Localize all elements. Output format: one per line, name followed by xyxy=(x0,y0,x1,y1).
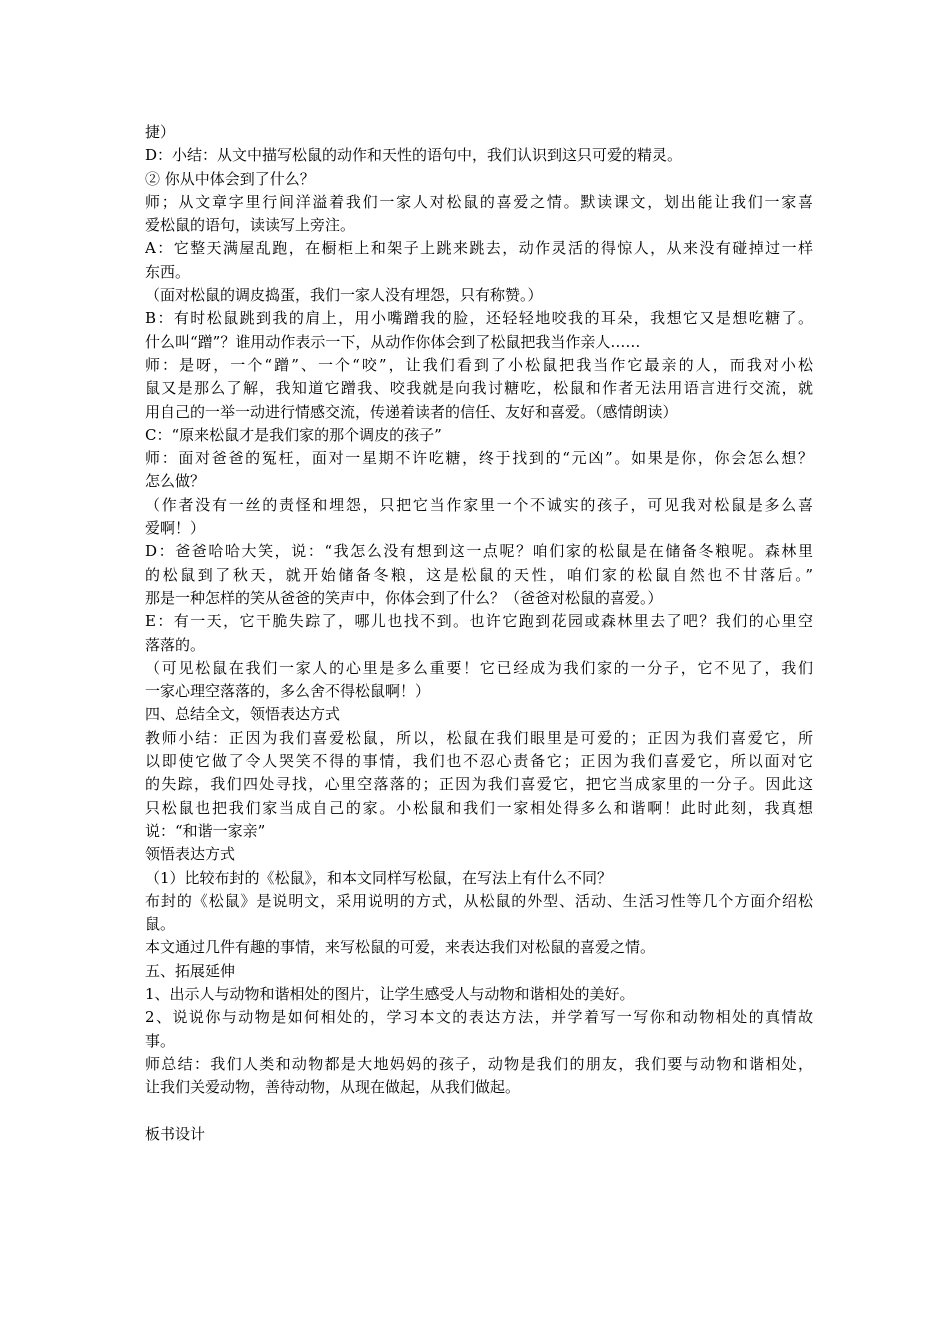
text-line: 鼠又是那么了解，我知道它蹭我、咬我就是向我讨糖吃，松鼠和作者无法用语言进行交流，就 xyxy=(145,379,813,398)
text-line: 爱松鼠的语句，读读写上旁注。 xyxy=(145,216,356,235)
text-line: 爱啊！） xyxy=(145,519,206,538)
board-design-heading: 板书设计 xyxy=(145,1125,206,1144)
text-line: （面对松鼠的调皮捣蛋，我们一家人没有埋怨，只有称赞。） xyxy=(145,286,543,305)
text-line: 本文通过几件有趣的事情，来写松鼠的可爱，来表达我们对松鼠的喜爱之情。 xyxy=(145,938,656,957)
text-line: 教师小结：正因为我们喜爱松鼠，所以，松鼠在我们眼里是可爱的；正因为我们喜爱它，所 xyxy=(145,728,813,747)
text-line: D：小结：从文中描写松鼠的动作和天性的语句中，我们认识到这只可爱的精灵。 xyxy=(145,146,683,165)
text-line: E：有一天，它干脆失踪了，哪儿也找不到。也许它跑到花园或森林里去了吧？我们的心里空 xyxy=(145,612,813,631)
text-line: A：它整天满屋乱跑，在橱柜上和架子上跳来跳去，动作灵活的得惊人，从来没有碰掉过一样 xyxy=(145,239,813,258)
text-line: B：有时松鼠跳到我的肩上，用小嘴蹭我的脸，还轻轻地咬我的耳朵，我想它又是想吃糖了。 xyxy=(145,309,813,328)
text-line: ② 你从中体会到了什么？ xyxy=(145,169,315,188)
text-line: 2、说说你与动物是如何相处的，学习本文的表达方法，并学着写一写你和动物相处的真情故 xyxy=(145,1008,813,1027)
document-body xyxy=(145,121,813,1099)
text-line: 什么叫“蹭”？谁用动作表示一下，从动作你体会到了松鼠把我当作亲人…… xyxy=(145,332,641,351)
text-line: 五、拓展延伸 xyxy=(145,961,236,980)
text-line: 那是一种怎样的笑从爸爸的笑声中，你体会到了什么？（爸爸对松鼠的喜爱。） xyxy=(145,588,663,607)
paragraph-gap xyxy=(145,1099,813,1123)
text-line: 领悟表达方式 xyxy=(145,845,236,864)
text-line: （1）比较布封的《松鼠》，和本文同样写松鼠，在写法上有什么不同？ xyxy=(145,868,613,887)
text-line: 1、出示人与动物和谐相处的图片，让学生感受人与动物和谐相处的美好。 xyxy=(145,984,635,1003)
text-line: 让我们关爱动物，善待动物，从现在做起，从我们做起。 xyxy=(145,1078,521,1097)
text-line: 师总结：我们人类和动物都是大地妈妈的孩子，动物是我们的朋友，我们要与动物和谐相处， xyxy=(145,1054,813,1073)
text-line: 怎么做？ xyxy=(145,472,206,491)
text-line: （可见松鼠在我们一家人的心里是多么重要！它已经成为我们家的一分子，它不见了，我们 xyxy=(145,658,813,677)
text-line: （作者没有一丝的责怪和埋怨，只把它当作家里一个不诚实的孩子，可见我对松鼠是多么喜 xyxy=(145,495,813,514)
text-line: 只松鼠也把我们家当成自己的家。小松鼠和我们一家相处得多么和谐啊！此时此刻，我真想 xyxy=(145,798,813,817)
text-line: 鼠。 xyxy=(145,915,176,934)
text-line: 四、总结全文，领悟表达方式 xyxy=(145,705,341,724)
text-line: 师：是呀，一个“蹭”、一个“咬”，让我们看到了小松鼠把我当作它最亲的人，而我对小松 xyxy=(145,355,813,374)
text-line: 的松鼠到了秋天，就开始储备冬粮，这是松鼠的天性，咱们家的松鼠自然也不甘落后。” xyxy=(145,565,813,584)
text-line: D：爸爸哈哈大笑，说：“我怎么没有想到这一点呢？咱们家的松鼠是在储备冬粮呢。森林里 xyxy=(145,542,813,561)
text-line: 说：“和谐一家亲” xyxy=(145,821,266,840)
text-line: 用自己的一举一动进行情感交流，传递着读者的信任、友好和喜爱。（感情朗读） xyxy=(145,402,678,421)
text-line: 一家心理空落落的，多么舍不得松鼠啊！） xyxy=(145,682,431,701)
text-line: 布封的《松鼠》是说明文，采用说明的方式，从松鼠的外型、活动、生活习性等几个方面介绍松 xyxy=(145,891,813,910)
text-line: 捷） xyxy=(145,123,176,141)
text-line: C：“原来松鼠才是我们家的那个调皮的孩子” xyxy=(145,425,442,444)
text-line: 以即使它做了令人哭笑不得的事情，我们也不忍心责备它；正因为我们喜爱它，所以面对它 xyxy=(145,752,813,771)
document-page xyxy=(145,121,813,1147)
text-line: 事。 xyxy=(145,1031,176,1050)
text-line: 的失踪，我们四处寻找，心里空落落的；正因为我们喜爱它，把它当成家里的一分子。因此这 xyxy=(145,775,813,794)
text-line: 师：面对爸爸的冤枉，面对一星期不许吃糖，终于找到的“元凶”。如果是你，你会怎么想？ xyxy=(145,449,813,468)
text-line: 东西。 xyxy=(145,262,191,281)
text-line: 师；从文章字里行间洋溢着我们一家人对松鼠的喜爱之情。默读课文，划出能让我们一家喜 xyxy=(145,192,813,211)
text-line: 落落的。 xyxy=(145,635,206,654)
